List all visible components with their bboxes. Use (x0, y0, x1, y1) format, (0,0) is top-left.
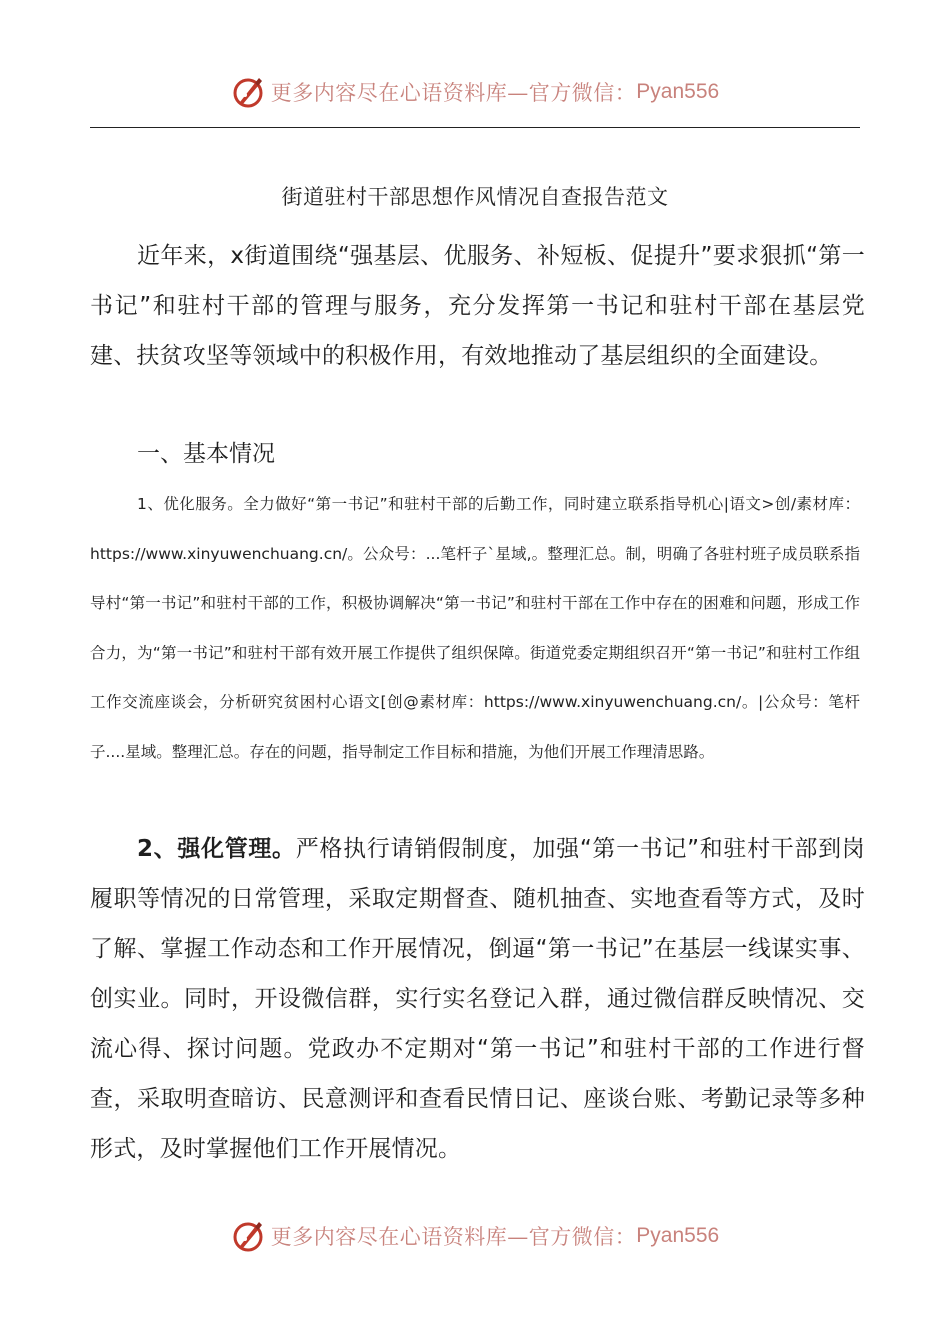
pen-logo-icon (231, 75, 265, 109)
footer-watermark-banner (0, 1214, 950, 1258)
header-divider (90, 127, 860, 128)
section-heading-basic-situation: 一、基本情况 (137, 441, 275, 467)
header-banner-text: 更多内容尽在心语资料库—官方微信： (270, 81, 637, 105)
item-1-optimize-service-paragraph: 1、优化服务。全力做好“第一书记”和驻村干部的后勤工作，同时建立联系指导机心|语文>创/素材库：https://www.xinyuwenchuang.cn/。公众号：...笔杆子`星域,。整理汇总。制，明确了各驻村班子成员联系指导村“第一书记”和驻村干部的工作，积极协调解决“第一书记”和驻村干部在工作中存在的困难和问题，形成工作合力，为“第一书记”和驻村干部有效开展工作提供了组织保障。街道党委定期组织召开“第一书记”和驻村工作组工作交流座谈会，分析研究贫困村心语文[创@素材库：https://www.xinyuwenchuang.cn/。|公众号：笔杆子....星域。整理汇总。存在的问题，指导制定工作目标和措施，为他们开展工作理清思路。 (90, 495, 860, 761)
item-2-strengthen-management-paragraph (90, 824, 865, 1174)
header-wechat-id: Pyan556 (636, 80, 720, 103)
header-watermark-banner (0, 70, 950, 114)
intro-paragraph: 近年来，x街道围绕“强基层、优服务、补短板、促提升”要求狠抓“第一书记”和驻村干部的管理与服务，充分发挥第一书记和驻村干部在基层党建、扶贫攻坚等领域中的积极作用，有效地推动了基层组织的全面建设。 (90, 243, 865, 369)
document-title: 街道驻村干部思想作风情况自查报告范文 (281, 185, 669, 209)
item-2-lead: 2、强化管理。 (137, 836, 296, 862)
pen-logo-icon (231, 1219, 265, 1253)
footer-banner-text: 更多内容尽在心语资料库—官方微信： (270, 1225, 637, 1249)
item-2-body: 严格执行请销假制度，加强“第一书记”和驻村干部到岗履职等情况的日常管理，采取定期督查、随机抽查、实地查看等方式，及时了解、掌握工作动态和工作开展情况，倒逼“第一书记”在基层一线谋实事、创实业。同时，开设微信群，实行实名登记入群，通过微信群反映情况、交流心得、探讨问题。党政办不定期对“第一书记”和驻村干部的工作进行督查，采取明查暗访、民意测评和查看民情日记、座谈台账、考勤记录等多种形式，及时掌握他们工作开展情况。 (90, 836, 865, 1162)
footer-wechat-id: Pyan556 (636, 1224, 720, 1247)
